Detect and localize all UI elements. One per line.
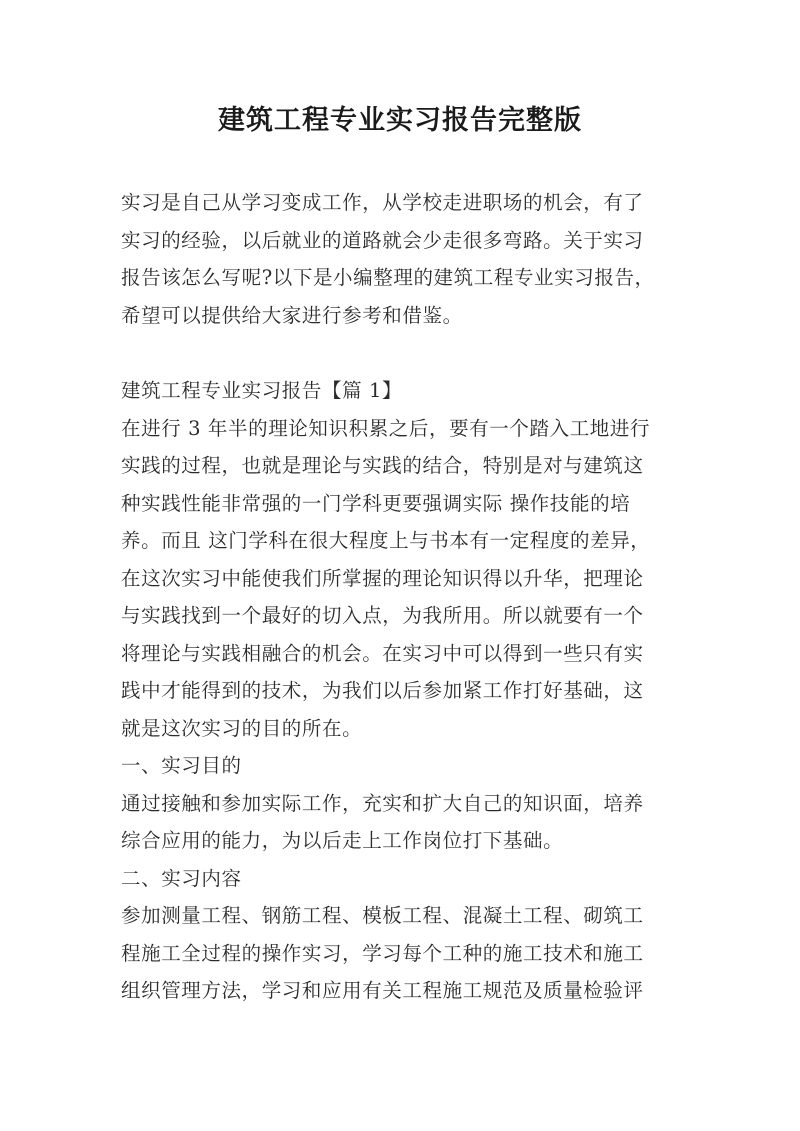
paragraph-line: 与实践找到一个最好的切入点，为我所用。所以就要有一个 bbox=[121, 604, 644, 627]
paragraph-line: 在这次实习中能使我们所掌握的理论知识得以升华，把理论 bbox=[121, 566, 644, 590]
intro-paragraph bbox=[121, 184, 681, 334]
paragraph-line: 将理论与实践相融合的机会。在实习中可以得到一些只有实 bbox=[121, 641, 644, 665]
intro-line: 报告该怎么写呢?以下是小编整理的建筑工程专业实习报告， bbox=[121, 266, 655, 289]
paragraph-content bbox=[121, 897, 681, 1010]
paragraph-line: 种实践性能非常强的一门学科更要强调实际 操作技能的培 bbox=[121, 491, 631, 515]
paragraph-line: 程施工全过程的操作实习，学习每个工种的施工技术和施工 bbox=[121, 941, 644, 965]
paragraph-line: 在进行 3 年半的理论知识积累之后，要有一个踏入工地进行 bbox=[121, 416, 651, 440]
intro-line: 实习的经验，以后就业的道路就会少走很多弯路。关于实习 bbox=[121, 228, 644, 252]
paragraph-line: 实践的过程，也就是理论与实践的结合，特别是对与建筑这 bbox=[121, 454, 644, 477]
section-heading: 建筑工程专业实习报告【篇 1】 bbox=[121, 379, 403, 402]
heading-internship-content: 二、实习内容 bbox=[121, 866, 242, 890]
paragraph-background bbox=[121, 410, 681, 748]
paragraph-line: 践中才能得到的技术，为我们以后参加紧工作打好基础，这 bbox=[121, 679, 644, 702]
paragraph-line: 养。而且 这门学科在很大程度上与书本有一定程度的差异， bbox=[121, 529, 651, 552]
intro-line: 希望可以提供给大家进行参考和借鉴。 bbox=[121, 303, 463, 327]
document-title: 建筑工程专业实习报告完整版 bbox=[218, 105, 582, 136]
intro-line: 实习是自己从学习变成工作，从学校走进职场的机会，有了 bbox=[121, 191, 644, 214]
heading-internship-purpose: 一、实习目的 bbox=[121, 754, 242, 777]
paragraph-line: 就是这次实习的目的所在。 bbox=[121, 716, 363, 740]
paragraph-line: 参加测量工程、钢筋工程、模板工程、混凝土工程、砌筑工 bbox=[121, 904, 644, 927]
paragraph-line: 组织管理方法，学习和应用有关工程施工规范及质量检验评 bbox=[121, 979, 644, 1002]
paragraph-purpose bbox=[121, 785, 681, 860]
report-section bbox=[121, 372, 681, 1010]
paragraph-line: 综合应用的能力，为以后走上工作岗位打下基础。 bbox=[121, 829, 564, 852]
paragraph-line: 通过接触和参加实际工作，充实和扩大自己的知识面，培养 bbox=[121, 791, 644, 815]
